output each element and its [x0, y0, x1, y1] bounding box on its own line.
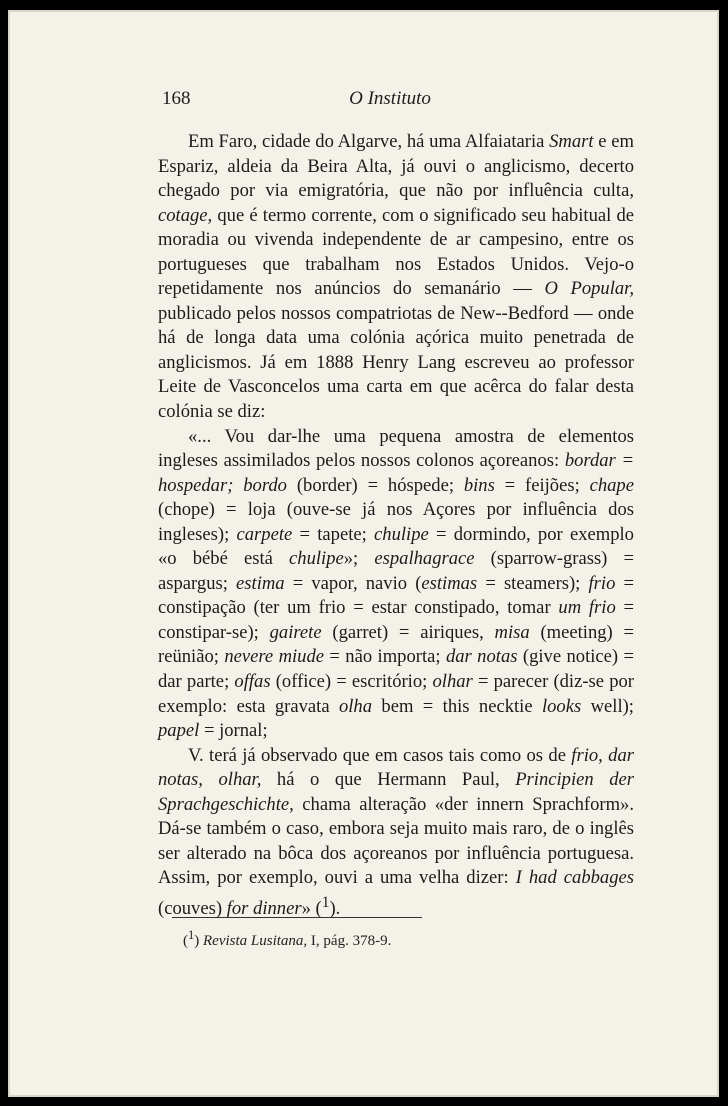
footnote-rule	[172, 917, 422, 918]
footnote-reference: 1	[321, 893, 330, 911]
running-header	[150, 88, 630, 114]
footnote-marker: 1	[188, 928, 195, 942]
footnote-ref: I, pág. 378-9.	[307, 933, 392, 949]
paragraph-3: V. terá já observado que em casos tais como os de frio, dar notas, olhar, há o que Hermann Paul, Principien der Sprachgeschichte, chama alteração «der innern Sprachform». Dá-se também o caso, embora seja muito mais raro, de o inglês ser alterado na bôca dos açoreanos por influência portuguesa. Assim, por exemplo, ouvi a uma velha dizer: I had cabbages (couves) for dinner» ($^1$).	[158, 744, 634, 920]
body-text	[158, 130, 634, 922]
book-page	[8, 10, 719, 1097]
paragraph-2: «... Vou dar-lhe uma pequena amostra de elementos ingleses assimilados pelos nossos colonos açoreanos: bordar = hospedar; bordo (border) = hóspede; bins = feijões; chape (chope) = loja (ouve-se já nos Açores por influência dos ingleses); carpete = tapete; chulipe = dormindo, por exemplo «o bébé está chulipe»; espalhagrace (sparrow-grass) = aspargus; estima = vapor, navio (estimas = steamers); frio = constipação (ter um frio = estar constipado, tomar um frio = constipar-se); gairete (garret) = airiques, misa (meeting) = reünião; nevere miude = não importa; dar notas (give notice) = dar parte; offas (office) = escritório; olhar = parecer (diz-se por exemplo: esta gravata olha bem = this necktie looks well); papel = jornal;	[158, 425, 635, 742]
footnote-source: Revista Lusitana,	[203, 933, 308, 949]
running-title: O Instituto	[349, 88, 431, 109]
footnote: ($^1$) Revista Lusitana, I, pág. 378-9.	[183, 928, 392, 949]
paragraph-1: Em Faro, cidade do Algarve, há uma Alfaiataria Smart e em Espariz, aldeia da Beira Alta, já ouvi o anglicismo, decerto chegado por via emigratória, que não por influência culta, cotage, que é termo corrente, com o significado seu habitual de moradia ou vivenda independente de ar campesino, entre os portugueses que trabalham nos Estados Unidos. Vejo-o repetidamente nos anúncios do semanário — O Popular, publicado pelos nossos compatriotas de New--Bedford — onde há de longa data uma colónia açórica muito penetrada de anglicismos. Já em 1888 Henry Lang escreveu ao professor Leite de Vasconcelos uma carta em que acêrca do falar desta colónia se diz:	[158, 131, 634, 423]
page-number: 168	[162, 88, 191, 109]
